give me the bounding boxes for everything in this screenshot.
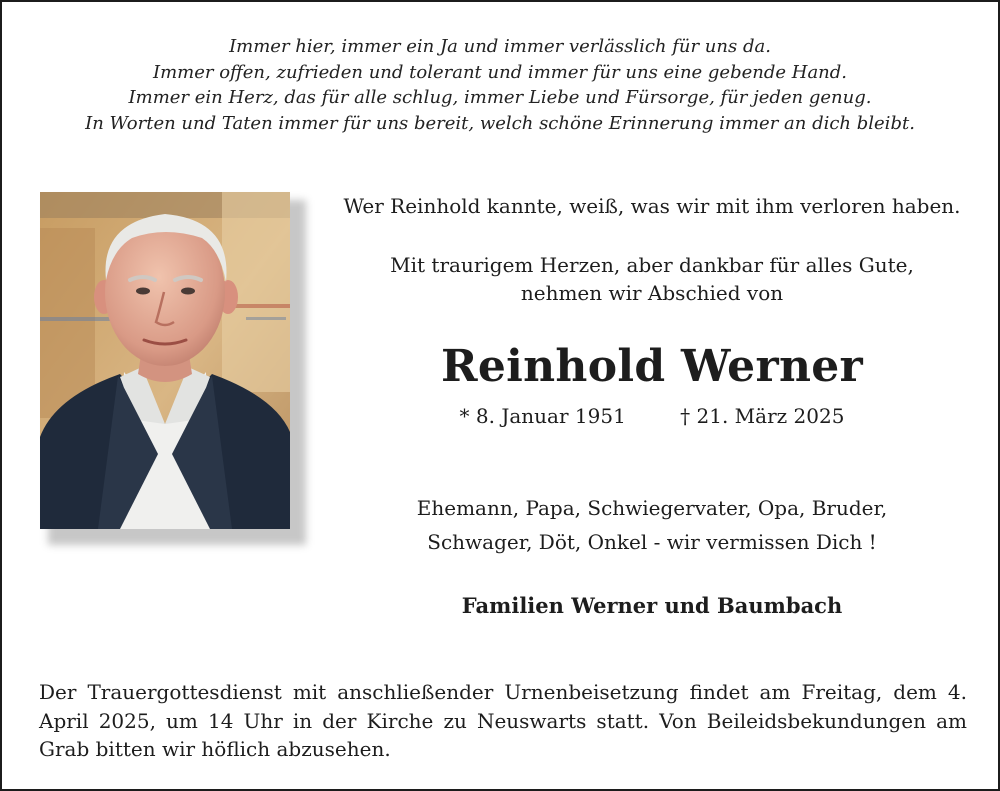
- poem-line: Immer ein Herz, das für alle schlug, immer Liebe und Fürsorge, für jeden genug.: [128, 87, 872, 108]
- relations-line: Ehemann, Papa, Schwiegervater, Opa, Bruder,: [416, 496, 888, 520]
- portrait-photo: [40, 192, 290, 529]
- farewell-line: nehmen wir Abschied von: [520, 281, 784, 305]
- poem-line: Immer hier, immer ein Ja und immer verlässlich für uns da.: [229, 36, 771, 57]
- intro-text: Wer Reinhold kannte, weiß, was wir mit ihm verloren haben.: [343, 194, 961, 218]
- relations-text: [312, 491, 992, 559]
- farewell-line: Mit traurigem Herzen, aber dankbar für alles Gute,: [390, 253, 914, 277]
- life-dates: [312, 403, 992, 429]
- relations-line: Schwager, Döt, Onkel - wir vermissen Dich !: [427, 530, 877, 554]
- funeral-service-notice: Der Trauergottesdienst mit anschließender Urnenbeisetzung findet am Freitag, dem 4. April 2025, um 14 Uhr in der Kirche zu Neuswarts statt. Von Beileidsbekundungen am Grab bitten wir höflich abzusehen.: [39, 680, 967, 761]
- poem-line: In Worten und Taten immer für uns bereit, welch schöne Erinnerung immer an dich bleibt.: [85, 112, 915, 134]
- farewell-text: [312, 251, 992, 307]
- deceased-name: Reinhold Werner: [440, 341, 864, 392]
- poem-line: Immer offen, zufrieden und tolerant und immer für uns eine gebende Hand.: [152, 61, 848, 83]
- death-date: † 21. März 2025: [680, 404, 845, 428]
- birth-date: * 8. Januar 1951: [459, 404, 626, 428]
- family-signature: Familien Werner und Baumbach: [461, 593, 843, 618]
- memorial-poem: [2, 34, 998, 136]
